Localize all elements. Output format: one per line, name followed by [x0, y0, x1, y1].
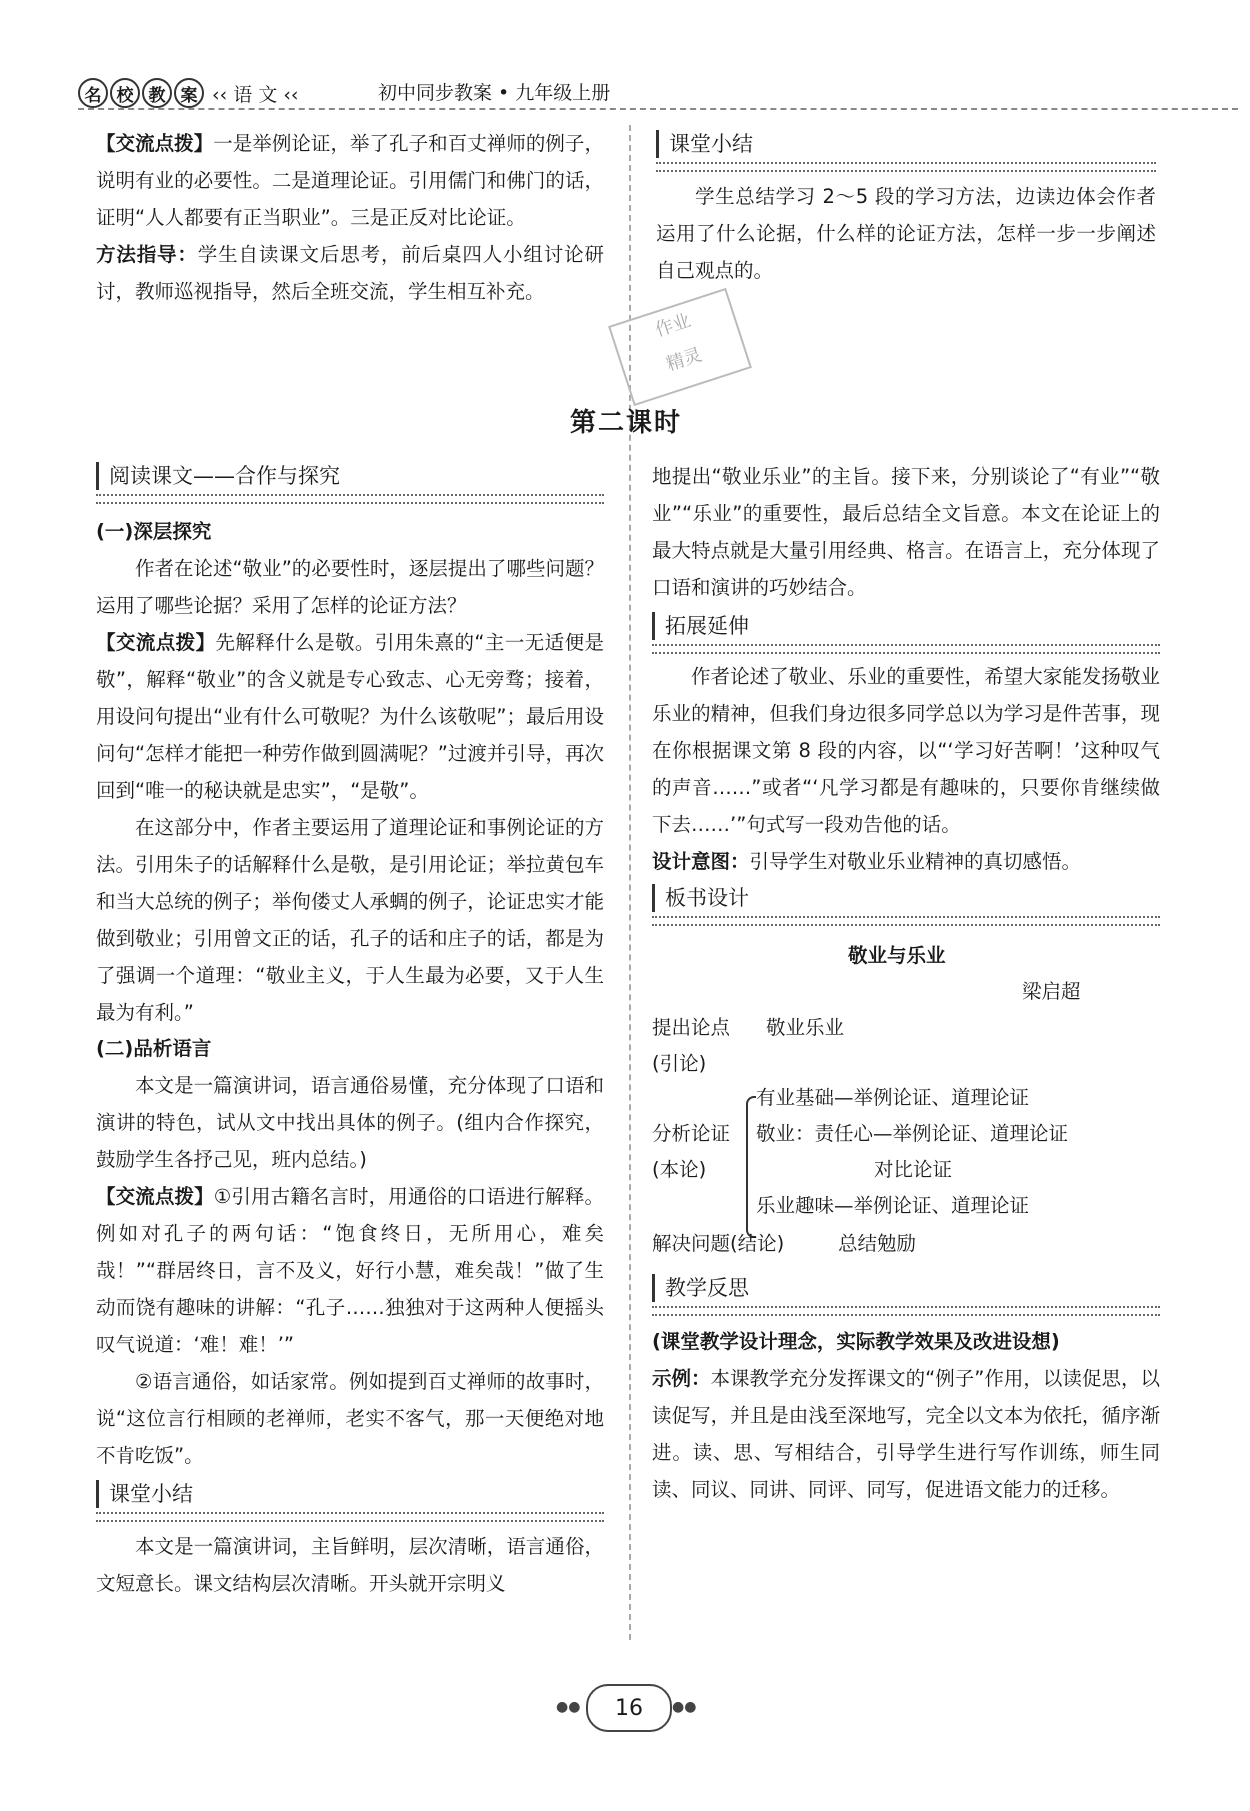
board-end-b: 总结勉励	[838, 1232, 917, 1255]
stamp-line: 作业	[652, 310, 694, 342]
label: 【交流点拨】	[96, 132, 214, 155]
left-top-block	[96, 125, 604, 310]
page-dots-left: ●●	[556, 1699, 581, 1715]
page-number: 16	[586, 1684, 672, 1732]
section-underline	[96, 1512, 604, 1522]
sub-heading: (一)深层探究	[96, 520, 212, 543]
left-top-p1	[96, 125, 604, 236]
board-branch: 乐业趣味—举例论证、道理论证	[756, 1194, 1030, 1217]
continued-text: 地提出“敬业乐业”的主旨。接下来，分别谈论了“有业”“敬业”“乐业”的重要性，最后总结全文旨意。本文在论证上的最大特点就是大量引用经典、格言。在语言上，充分体现了口语和演讲的巧妙结合。	[652, 465, 1160, 599]
section-heading: 板书设计	[652, 884, 1160, 912]
header-divider	[78, 108, 1238, 110]
left-top-p2	[96, 236, 604, 310]
header-title: 初中同步教案 • 九年级上册	[378, 82, 611, 104]
left-column	[96, 462, 604, 1602]
section-heading: 课堂小结	[96, 1480, 604, 1508]
text: ①引用古籍名言时，用通俗的口语进行解释。例如对孔子的两句话：“饱食终日，无所用心，难矣哉！”“群居终日，言不及义，好行小慧，难矣哉！”做了生动而饶有趣味的讲解：“孔子……独独对于这两种人便摇头叹气说道：‘难！难！’”	[96, 1185, 604, 1356]
answer-2	[96, 1178, 604, 1363]
label: 【交流点拨】	[96, 631, 216, 654]
summary-text: 本文是一篇演讲词，主旨鲜明，层次清晰，语言通俗，文短意长。课文结构层次清晰。开头就开宗明义	[96, 1535, 604, 1595]
logo-char: 名	[78, 78, 108, 108]
board-analysis-a: 分析论证	[652, 1122, 731, 1145]
reflect-example	[652, 1360, 1160, 1508]
section-heading: 阅读课文——合作与探究	[96, 462, 604, 490]
text: 一是举例论证，举了孔子和百丈禅师的例子，说明有业的必要性。二是道理论证。引用儒门和佛门的话，证明“人人都要有正当职业”。三是正反对比论证。	[96, 132, 604, 229]
section-underline	[652, 1306, 1160, 1316]
section-heading: 教学反思	[652, 1274, 1160, 1302]
section-heading: 拓展延伸	[652, 612, 1160, 640]
text: 学生自读课文后思考，前后桌四人小组讨论研讨，教师巡视指导，然后全班交流，学生相互补充。	[96, 243, 604, 303]
section-heading: 课堂小结	[656, 130, 1156, 158]
label: 设计意图：	[652, 850, 750, 873]
right-top-block	[656, 130, 1156, 289]
logo-char: 案	[174, 78, 204, 108]
section-underline	[656, 162, 1156, 172]
header-logo	[78, 78, 299, 108]
right-top-text: 学生总结学习 2～5 段的学习方法，边读边体会作者运用了什么论据，什么样的论证方法，怎样一步一步阐述自己观点的。	[656, 185, 1156, 282]
label: 示例：	[652, 1367, 711, 1390]
stamp-line: 精灵	[663, 344, 705, 376]
board-row1-b: 敬业乐业	[766, 1016, 845, 1039]
board-analysis-b: (本论)	[652, 1158, 707, 1181]
board-row1-a: 提出论点	[652, 1016, 731, 1039]
design-intent	[652, 843, 1160, 880]
label: 方法指导：	[96, 243, 198, 266]
label: 【交流点拨】	[96, 1185, 214, 1208]
board-end-a: 解决问题(结论)	[652, 1232, 785, 1255]
section-underline	[652, 644, 1160, 654]
page-dots-right: ●●	[672, 1699, 697, 1715]
board-design	[652, 932, 1160, 1272]
section-underline	[96, 494, 604, 504]
brace	[746, 1096, 756, 1238]
text: 本课教学充分发挥课文的“例子”作用，以读促思，以读促写，并且是由浅至深地写，完全以文本为依托，循序渐进。读、思、写相结合，引导学生进行写作训练，师生同读、同议、同讲、同评、同写，促进语文能力的迁移。	[652, 1367, 1160, 1501]
board-row2: (引论)	[652, 1052, 707, 1075]
sub-heading: (二)品析语言	[96, 1037, 212, 1060]
text: 先解释什么是敬。引用朱熹的“主一无适便是敬”，解释“敬业”的含义就是专心致志、心无旁骛；接着，用设问句提出“业有什么可敬呢？为什么该敬呢”；最后用设问句“怎样才能把一种劳作做到圆满呢？”过渡并引导，再次回到“唯一的秘诀就是忠实”，“是敬”。	[96, 631, 604, 802]
question-2: 本文是一篇演讲词，语言通俗易懂，充分体现了口语和演讲的特色，试从文中找出具体的例子。(组内合作探究，鼓励学生各抒己见，班内总结。)	[96, 1074, 604, 1171]
board-author: 梁启超	[1022, 980, 1081, 1003]
answer-1	[96, 624, 604, 809]
answer-1-p2: 在这部分中，作者主要运用了道理论证和事例论证的方法。引用朱子的话解释什么是敬，是引用论证；举拉黄包车和当大总统的例子；举佝偻丈人承蜩的例子，论证忠实才能做到敬业；引用曾文正的话，孔子的话和庄子的话，都是为了强调一个道理：“敬业主义，于人生最为必要，又于人生最为有利。”	[96, 816, 604, 1024]
lesson-title: 第二课时	[570, 408, 683, 438]
extension-text: 作者论述了敬业、乐业的重要性，希望大家能发扬敬业乐业的精神，但我们身边很多同学总以为学习是件苦事，现在你根据课文第 8 段的内容，以“‘学习好苦啊！’这种叹气的声音……”或者“‘凡学习都是有趣味的，只要你肯继续做下去……’”句式写一段劝告他的话。	[652, 665, 1160, 836]
header-subject: ‹‹ 语 文 ‹‹	[212, 83, 299, 106]
answer-2-p2: ②语言通俗，如话家常。例如提到百丈禅师的故事时，说“这位言行相顾的老禅师，老实不客气，那一天便绝对地不肯吃饭”。	[96, 1370, 604, 1467]
board-branch: 有业基础—举例论证、道理论证	[756, 1086, 1030, 1109]
right-column	[652, 458, 1160, 1508]
question-1: 作者在论述“敬业”的必要性时，逐层提出了哪些问题？运用了哪些论据？采用了怎样的论证方法？	[96, 557, 604, 617]
logo-char: 教	[142, 78, 172, 108]
board-branch: 敬业：责任心—举例论证、道理论证	[756, 1122, 1069, 1145]
board-title: 敬业与乐业	[848, 944, 946, 967]
text: 引导学生对敬业乐业精神的真切感悟。	[749, 850, 1082, 873]
board-branch: 对比论证	[874, 1158, 953, 1181]
section-underline	[652, 916, 1160, 926]
reflect-heading: (课堂教学设计理念，实际教学效果及改进设想)	[652, 1330, 1060, 1353]
logo-char: 校	[110, 78, 140, 108]
